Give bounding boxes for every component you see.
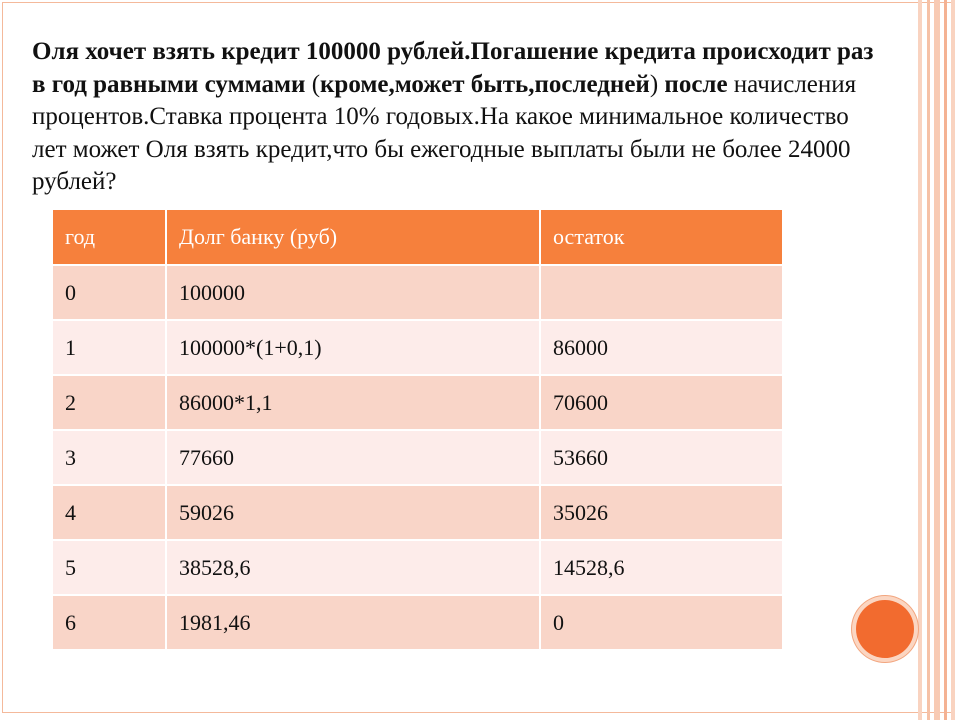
- table-row: [52, 375, 783, 430]
- cell-debt: 1981,46: [166, 595, 540, 650]
- cell-year: 6: [52, 595, 166, 650]
- cell-remainder: 35026: [540, 485, 783, 540]
- problem-bold-part-2: кроме,может быть,последней: [320, 70, 650, 98]
- table-row: [52, 540, 783, 595]
- cell-debt: 100000: [166, 265, 540, 320]
- cell-remainder: 53660: [540, 430, 783, 485]
- cell-debt: 77660: [166, 430, 540, 485]
- cell-year: 3: [52, 430, 166, 485]
- decorative-circle: [856, 600, 914, 658]
- table-row: [52, 485, 783, 540]
- problem-statement: [32, 36, 882, 218]
- problem-paren-close: ): [649, 70, 665, 98]
- cell-debt: 86000*1,1: [166, 375, 540, 430]
- cell-remainder: 70600: [540, 375, 783, 430]
- problem-bold-part: Оля хочет взять кредит 100000 рублей.Погашение кредита происходит раз в год равными суммами: [32, 38, 874, 98]
- table-row: [52, 320, 783, 375]
- table-row: [52, 430, 783, 485]
- cell-remainder: [540, 265, 783, 320]
- cell-remainder: 86000: [540, 320, 783, 375]
- header-year: год: [52, 209, 166, 265]
- problem-bold-part-3: после: [664, 70, 728, 98]
- cell-year: 0: [52, 265, 166, 320]
- cell-debt: 100000*(1+0,1): [166, 320, 540, 375]
- header-debt: Долг банку (руб): [166, 209, 540, 265]
- cell-year: 2: [52, 375, 166, 430]
- table-row: [52, 595, 783, 650]
- cell-debt: 38528,6: [166, 540, 540, 595]
- problem-paren-open: (: [305, 70, 321, 98]
- cell-year: 5: [52, 540, 166, 595]
- cell-remainder: 0: [540, 595, 783, 650]
- table-header-row: [52, 209, 783, 265]
- problem-regular-part: начисления процентов.Ставка процента 10% годовых.На какое минимальное количество лет может Оля взять кредит,что бы ежегодные выплаты были не более 24000 рублей?: [32, 70, 857, 195]
- table-row: [52, 265, 783, 320]
- cell-year: 1: [52, 320, 166, 375]
- decorative-stripes: [918, 0, 960, 720]
- loan-table: [51, 208, 784, 651]
- cell-year: 4: [52, 485, 166, 540]
- cell-remainder: 14528,6: [540, 540, 783, 595]
- header-remainder: остаток: [540, 209, 783, 265]
- cell-debt: 59026: [166, 485, 540, 540]
